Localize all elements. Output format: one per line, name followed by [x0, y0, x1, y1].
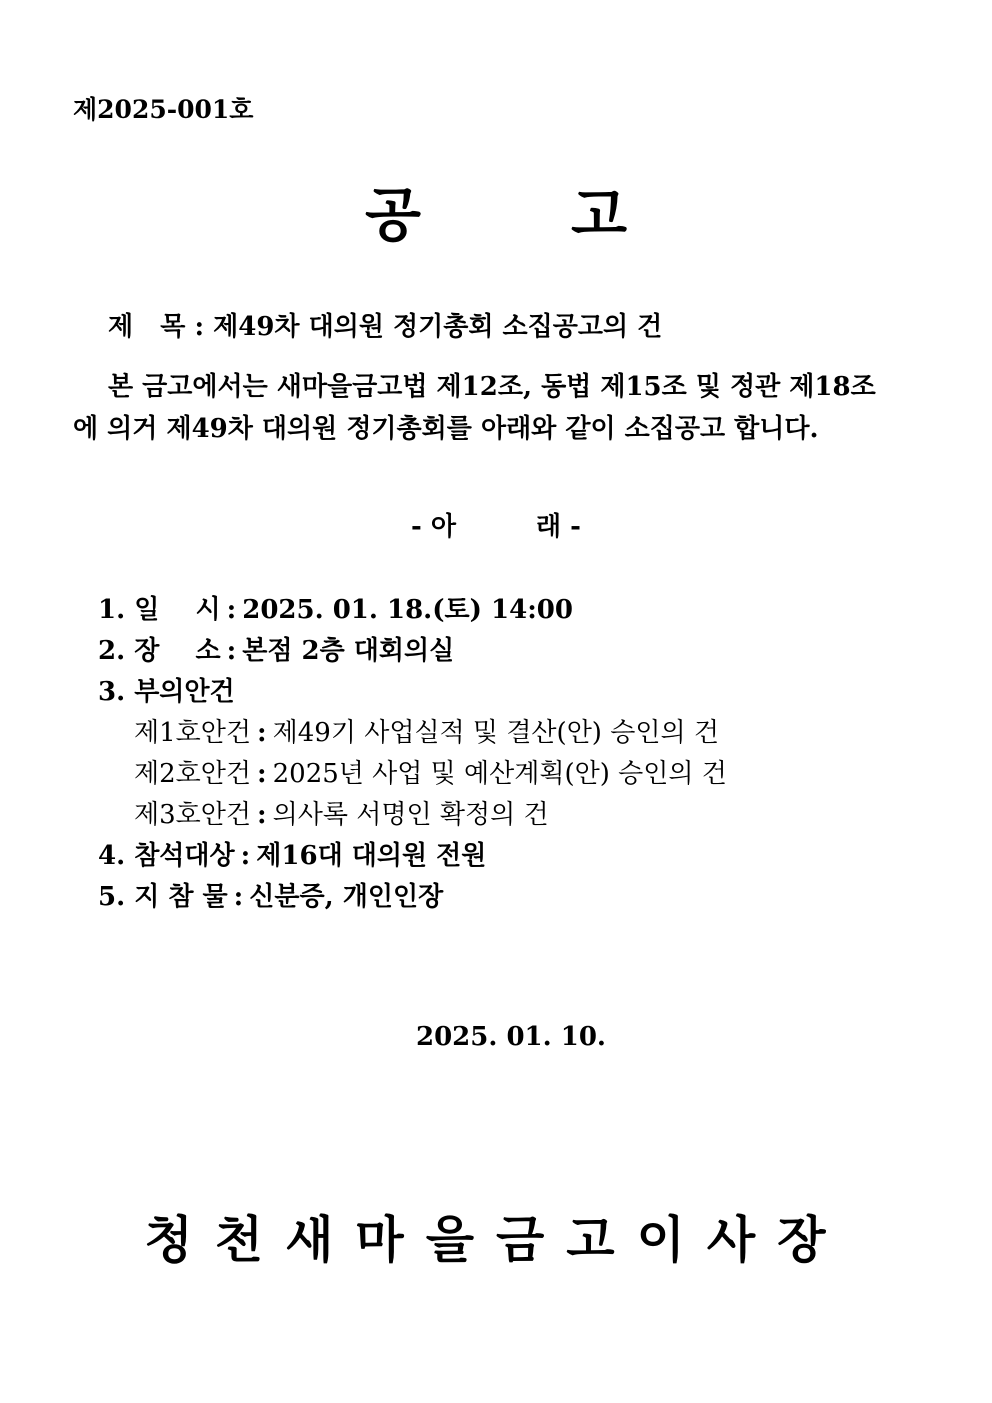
- item-label: 3. 부의안건: [98, 677, 235, 707]
- list-item: [98, 590, 727, 631]
- agenda-colon: :: [257, 718, 267, 748]
- list-item: [98, 672, 727, 713]
- section-heading-left: - 아: [411, 512, 456, 542]
- section-heading: [0, 506, 992, 543]
- item-label: 1. 일 시: [98, 595, 221, 625]
- list-item: [98, 877, 727, 918]
- subject-value: 제49차 대의원 정기총회 소집공고의 건: [213, 312, 663, 342]
- agenda-label: 제2호안건: [134, 759, 252, 789]
- item-colon: :: [240, 841, 251, 871]
- subject-label: 제 목: [108, 312, 186, 342]
- agenda-item: [98, 754, 727, 795]
- agenda-label: 제3호안건: [134, 800, 252, 830]
- agenda-value: 제49기 사업실적 및 결산(안) 승인의 건: [272, 718, 719, 748]
- document-number: 제2025-001호: [73, 95, 254, 124]
- subject-colon: :: [194, 312, 205, 342]
- agenda-item: [98, 795, 727, 836]
- item-label: 2. 장 소: [98, 636, 221, 666]
- body-line-1: 본 금고에서는 새마을금고법 제12조, 동법 제15조 및 정관 제18조: [108, 372, 876, 402]
- body-paragraph: [73, 366, 876, 450]
- issue-date: 2025. 01. 10.: [416, 1022, 606, 1052]
- agenda-item: [98, 713, 727, 754]
- title-char-2: 고: [571, 181, 628, 249]
- subject-line: [108, 306, 662, 343]
- section-heading-right: 래 -: [536, 512, 581, 542]
- list-item: [98, 836, 727, 877]
- item-colon: :: [226, 636, 237, 666]
- title-char-1: 공: [364, 181, 421, 249]
- agenda-label: 제1호안건: [134, 718, 252, 748]
- agenda-colon: :: [257, 759, 267, 789]
- item-list: [98, 590, 727, 918]
- item-label: 5. 지 참 물: [98, 882, 228, 912]
- body-line-2: 에 의거 제49차 대의원 정기총회를 아래와 같이 소집공고 합니다.: [73, 414, 819, 444]
- item-value: 본점 2층 대회의실: [242, 636, 455, 666]
- item-label: 4. 참석대상: [98, 841, 235, 871]
- agenda-colon: :: [257, 800, 267, 830]
- agenda-value: 의사록 서명인 확정의 건: [272, 800, 549, 830]
- item-colon: :: [226, 595, 237, 625]
- list-item: [98, 631, 727, 672]
- item-value: 신분증, 개인인장: [249, 882, 444, 912]
- item-colon: :: [233, 882, 244, 912]
- item-value: 2025. 01. 18.(토) 14:00: [242, 595, 573, 625]
- agenda-value: 2025년 사업 및 예산계획(안) 승인의 건: [272, 759, 727, 789]
- signature-line: 청천새마을금고이사장: [144, 1210, 848, 1269]
- item-value: 제16대 대의원 전원: [256, 841, 487, 871]
- page-title: [0, 168, 992, 252]
